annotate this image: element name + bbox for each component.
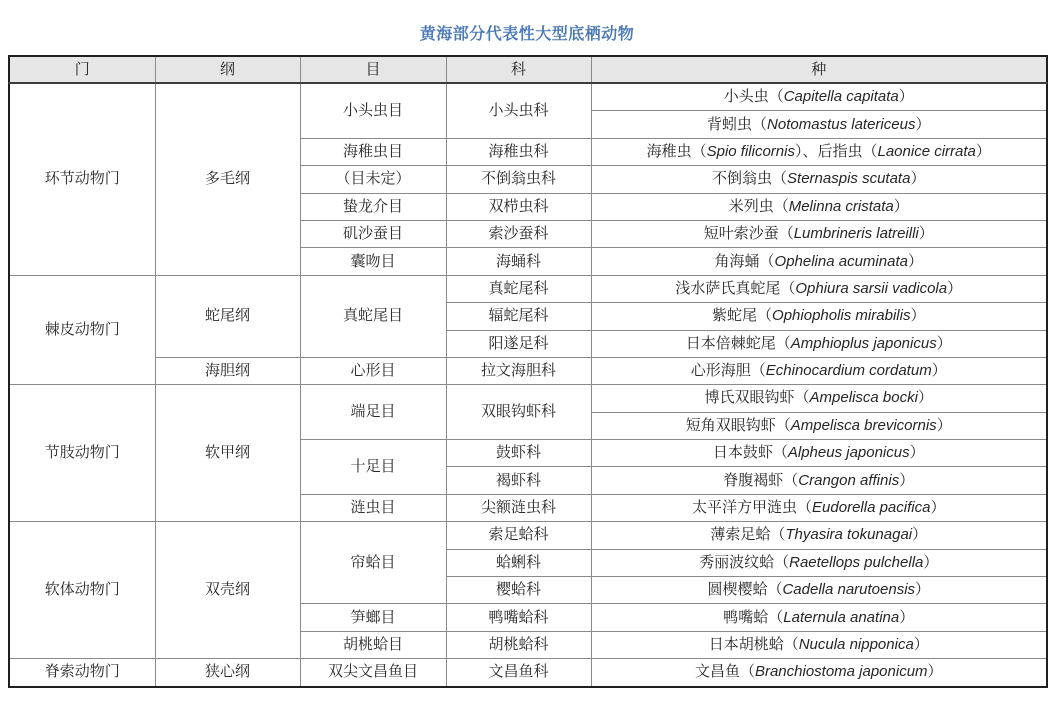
cell-order: 囊吻目 (300, 248, 446, 275)
cell-family: 双眼钩虾科 (446, 385, 591, 440)
cell-species: 博氏双眼钩虾（Ampelisca bocki） (591, 385, 1047, 412)
cell-species: 背蚓虫（Notomastus latericeus） (591, 111, 1047, 138)
cell-species: 短角双眼钩虾（Ampelisca brevicornis） (591, 412, 1047, 439)
latin-name: Melinna cristata (788, 197, 894, 215)
cell-order: 胡桃蛤目 (300, 631, 446, 658)
table-row (9, 522, 1047, 549)
cell-order: 十足目 (300, 440, 446, 495)
cell-species: 短叶索沙蚕（Lumbrineris latreilli） (591, 220, 1047, 247)
latin-name: Lumbrineris latreilli (793, 225, 919, 243)
cell-species: 太平洋方甲涟虫（Eudorella pacifica） (591, 494, 1047, 521)
latin-name: Nucula nipponica (798, 636, 914, 653)
page-title: 黄海部分代表性大型底栖动物 (419, 26, 635, 43)
cell-species: 角海蛹（Ophelina acuminata） (591, 248, 1047, 275)
cell-class: 软甲纲 (155, 385, 300, 522)
latin-name: Notomastus latericeus (767, 115, 916, 133)
latin-name: Capitella capitata (783, 88, 899, 106)
cell-species: 圆楔樱蛤（Cadella narutoensis） (591, 577, 1047, 604)
table-row (9, 83, 1047, 111)
cell-phylum: 棘皮动物门 (9, 275, 155, 385)
cell-order: 真蛇尾目 (300, 275, 446, 357)
table-body (9, 83, 1047, 687)
table-row (9, 357, 1047, 384)
cell-family: 鸭嘴蛤科 (446, 604, 591, 631)
latin-name: Ophelina acuminata (774, 252, 908, 270)
cell-order: 端足目 (300, 385, 446, 440)
cell-species: 日本倍棘蛇尾（Amphioplus japonicus） (591, 330, 1047, 357)
cell-species: 鸭嘴蛤（Laternula anatina） (591, 604, 1047, 631)
cell-order: 笋螂目 (300, 604, 446, 631)
col-header-family: 科 (446, 56, 591, 83)
cell-family: 尖额涟虫科 (446, 494, 591, 521)
table-row (9, 275, 1047, 302)
cell-family: 海稚虫科 (446, 138, 591, 165)
cell-species: 秀丽波纹蛤（Raetellops pulchella） (591, 549, 1047, 576)
cell-family: 真蛇尾科 (446, 275, 591, 302)
latin-name: Alpheus japonicus (787, 444, 910, 462)
cell-species: 文昌鱼（Branchiostoma japonicum） (591, 659, 1047, 687)
cell-order: 帘蛤目 (300, 522, 446, 604)
cell-species: 小头虫（Capitella capitata） (591, 83, 1047, 111)
table-row (9, 659, 1047, 687)
cell-order: 双尖文昌鱼目 (300, 659, 446, 687)
cell-class: 海胆纲 (155, 357, 300, 384)
latin-name: Eudorella pacifica (812, 499, 931, 517)
cell-family: 小头虫科 (446, 83, 591, 138)
cell-order: 蛰龙介目 (300, 193, 446, 220)
cell-family: 海蛹科 (446, 248, 591, 275)
cell-species: 日本鼓虾（Alpheus japonicus） (591, 440, 1047, 467)
table-header (9, 56, 1047, 83)
cell-family: 不倒翁虫科 (446, 166, 591, 193)
cell-family: 鼓虾科 (446, 440, 591, 467)
latin-name: Spio filicornis (706, 142, 795, 160)
cell-phylum: 脊索动物门 (9, 659, 155, 687)
header-row (9, 56, 1047, 83)
cell-family: 文昌鱼科 (446, 659, 591, 687)
col-header-species: 种 (591, 56, 1047, 83)
cell-family: 褐虾科 (446, 467, 591, 494)
cell-order: 矶沙蚕目 (300, 220, 446, 247)
cell-species: 米列虫（Melinna cristata） (591, 193, 1047, 220)
cell-species: 不倒翁虫（Sternaspis scutata） (591, 166, 1047, 193)
cell-species: 日本胡桃蛤（Nucula nipponica） (591, 631, 1047, 658)
col-header-class: 纲 (155, 56, 300, 83)
cell-species: 浅水萨氏真蛇尾（Ophiura sarsii vadicola） (591, 275, 1047, 302)
latin-name: Ophiura sarsii vadicola (795, 279, 948, 297)
latin-name: Echinocardium cordatum (765, 362, 932, 380)
latin-name: Laternula anatina (783, 608, 900, 626)
cell-species: 紫蛇尾（Ophiopholis mirabilis） (591, 303, 1047, 330)
cell-order: （目未定） (300, 166, 446, 193)
cell-order: 涟虫目 (300, 494, 446, 521)
cell-family: 辐蛇尾科 (446, 303, 591, 330)
cell-class: 狭心纲 (155, 659, 300, 687)
cell-family: 拉文海胆科 (446, 357, 591, 384)
cell-family: 樱蛤科 (446, 577, 591, 604)
latin-name: Crangon affinis (798, 471, 900, 489)
cell-order: 海稚虫目 (300, 138, 446, 165)
latin-name: Raetellops pulchella (789, 553, 924, 571)
cell-family: 双栉虫科 (446, 193, 591, 220)
latin-name: Ampelisca brevicornis (790, 416, 937, 434)
cell-class: 蛇尾纲 (155, 275, 300, 357)
cell-species: 脊腹褐虾（Crangon affinis） (591, 467, 1047, 494)
cell-phylum: 环节动物门 (9, 83, 155, 275)
col-header-phylum: 门 (9, 56, 155, 83)
latin-name: Sternaspis scutata (787, 170, 911, 188)
cell-species: 心形海胆（Echinocardium cordatum） (591, 357, 1047, 384)
cell-family: 索沙蚕科 (446, 220, 591, 247)
latin-name: Ophiopholis mirabilis (772, 307, 911, 325)
cell-family: 胡桃蛤科 (446, 631, 591, 658)
cell-family: 索足蛤科 (446, 522, 591, 549)
col-header-order: 目 (300, 56, 446, 83)
cell-phylum: 节肢动物门 (9, 385, 155, 522)
latin-name: Ampelisca bocki (809, 389, 918, 407)
latin-name: Laonice cirrata (877, 142, 976, 160)
cell-species: 海稚虫（Spio filicornis）、后指虫（Laonice cirrata） (591, 138, 1047, 165)
latin-name: Branchiostoma japonicum (754, 663, 928, 681)
cell-phylum: 软体动物门 (9, 522, 155, 659)
latin-name: Amphioplus japonicus (790, 334, 937, 352)
latin-name: Thyasira tokunagai (785, 526, 913, 544)
cell-family: 阳遂足科 (446, 330, 591, 357)
cell-order: 心形目 (300, 357, 446, 384)
cell-species: 薄索足蛤（Thyasira tokunagai） (591, 522, 1047, 549)
cell-order: 小头虫目 (300, 83, 446, 138)
cell-family: 蛤蜊科 (446, 549, 591, 576)
cell-class: 双壳纲 (155, 522, 300, 659)
table-row (9, 385, 1047, 412)
latin-name: Cadella narutoensis (782, 581, 916, 599)
cell-class: 多毛纲 (155, 83, 300, 275)
taxonomy-table (8, 55, 1048, 688)
